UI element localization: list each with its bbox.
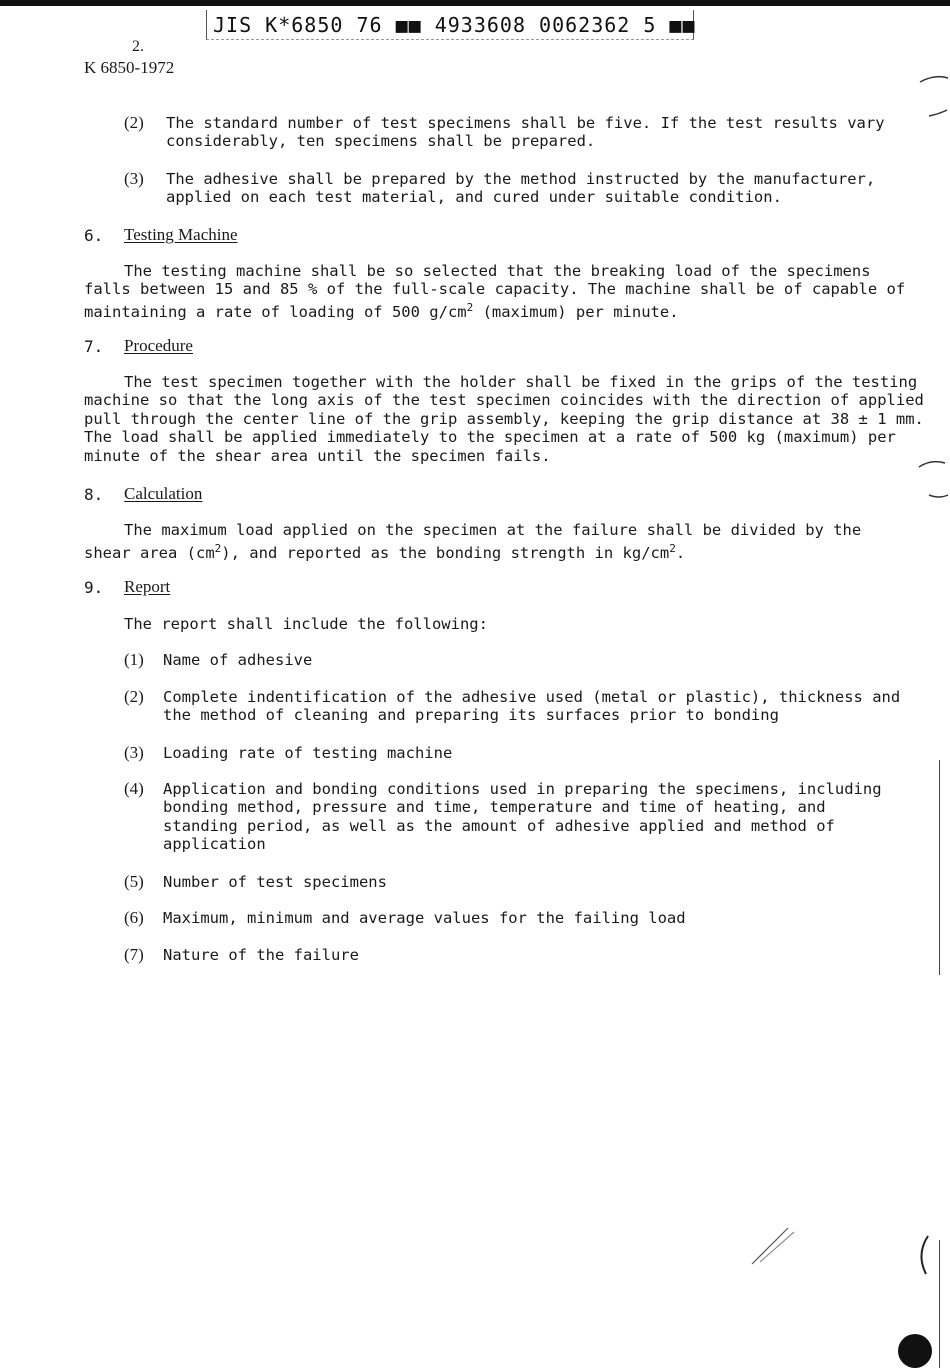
paragraph-line: applied on each test material, and cured under suitable condition.: [166, 188, 782, 206]
paragraph-line: standing period, as well as the amount of adhesive applied and method of: [163, 817, 835, 835]
item-number: (6): [124, 908, 144, 927]
top-border-rule: [0, 0, 950, 6]
paragraph-line: machine so that the long axis of the test specimen coincides with the direction of applied: [84, 391, 924, 409]
section-heading-testing-machine: Testing Machine: [124, 225, 238, 244]
paragraph-line: Number of test specimens: [163, 873, 387, 891]
paragraph-line: The standard number of test specimens shall be five. If the test results vary: [166, 114, 885, 132]
page-number: 2.: [132, 38, 144, 55]
item-number: (7): [124, 945, 144, 964]
section-number: 9.: [84, 578, 104, 597]
paragraph-line: maintaining a rate of loading of 500 $g/cm^2$ (maximum) per minute.: [84, 301, 679, 322]
document-code-header: JIS K*6850 76 ■■ 4933608 0062362 5 ■■: [206, 10, 694, 40]
paragraph-line: the method of cleaning and preparing its surfaces prior to bonding: [163, 706, 779, 724]
paragraph-line: Maximum, minimum and average values for the failing load: [163, 909, 686, 927]
paragraph-line: considerably, ten specimens shall be prepared.: [166, 132, 596, 150]
paragraph-line: Loading rate of testing machine: [163, 744, 453, 762]
paragraph-line: The adhesive shall be prepared by the method instructed by the manufacturer,: [166, 170, 876, 188]
item-number: (2): [124, 687, 144, 706]
section-number: 8.: [84, 485, 104, 504]
scan-mark-blot: [895, 1325, 940, 1368]
paragraph-line: The load shall be applied immediately to the specimen at a rate of 500 kg (maximum) per: [84, 428, 896, 446]
paragraph-line: Name of adhesive: [163, 651, 313, 669]
paragraph-line: falls between 15 and 85 % of the full-scale capacity. The machine shall be of capable of: [84, 280, 906, 298]
item-number: (4): [124, 779, 144, 798]
section-number: 7.: [84, 337, 104, 356]
scan-mark-bracket: [910, 1230, 940, 1280]
item-number: (3): [124, 743, 144, 762]
paragraph-line: The maximum load applied on the specimen at the failure shall be divided by the: [124, 521, 862, 539]
paragraph-line: minute of the shear area until the specimen fails.: [84, 447, 551, 465]
item-number: (2): [124, 113, 144, 132]
paragraph-line: application: [163, 835, 266, 853]
item-number: (3): [124, 169, 144, 188]
paragraph-line: The test specimen together with the holder shall be fixed in the grips of the testing: [124, 373, 918, 391]
paragraph-line: shear area $(cm^2)$, and reported as the bonding strength in $kg/cm^2$.: [84, 542, 686, 563]
scan-mark-curve-top: [915, 70, 950, 130]
item-number: (1): [124, 650, 144, 669]
paragraph-line: The report shall include the following:: [124, 615, 488, 633]
scan-mark-curve-mid: [915, 455, 950, 505]
paragraph-line: pull through the center line of the grip assembly, keeping the grip distance at 38 ± 1 mm.: [84, 410, 924, 428]
paragraph-line: The testing machine shall be so selected that the breaking load of the specimens: [124, 262, 871, 280]
paragraph-line: Application and bonding conditions used in preparing the specimens, including: [163, 780, 882, 798]
paragraph-line: bonding method, pressure and time, temperature and time of heating, and: [163, 798, 826, 816]
scan-edge-line: [939, 760, 940, 975]
section-heading-calculation: Calculation: [124, 484, 203, 503]
section-heading-procedure: Procedure: [124, 336, 193, 355]
standard-id: K 6850-1972: [84, 58, 175, 77]
section-heading-report: Report: [124, 577, 171, 596]
paragraph-line: Complete indentification of the adhesive used (metal or plastic), thickness and: [163, 688, 901, 706]
item-number: (5): [124, 872, 144, 891]
scan-mark-slash: [748, 1218, 808, 1268]
paragraph-line: Nature of the failure: [163, 946, 359, 964]
section-number: 6.: [84, 226, 104, 245]
